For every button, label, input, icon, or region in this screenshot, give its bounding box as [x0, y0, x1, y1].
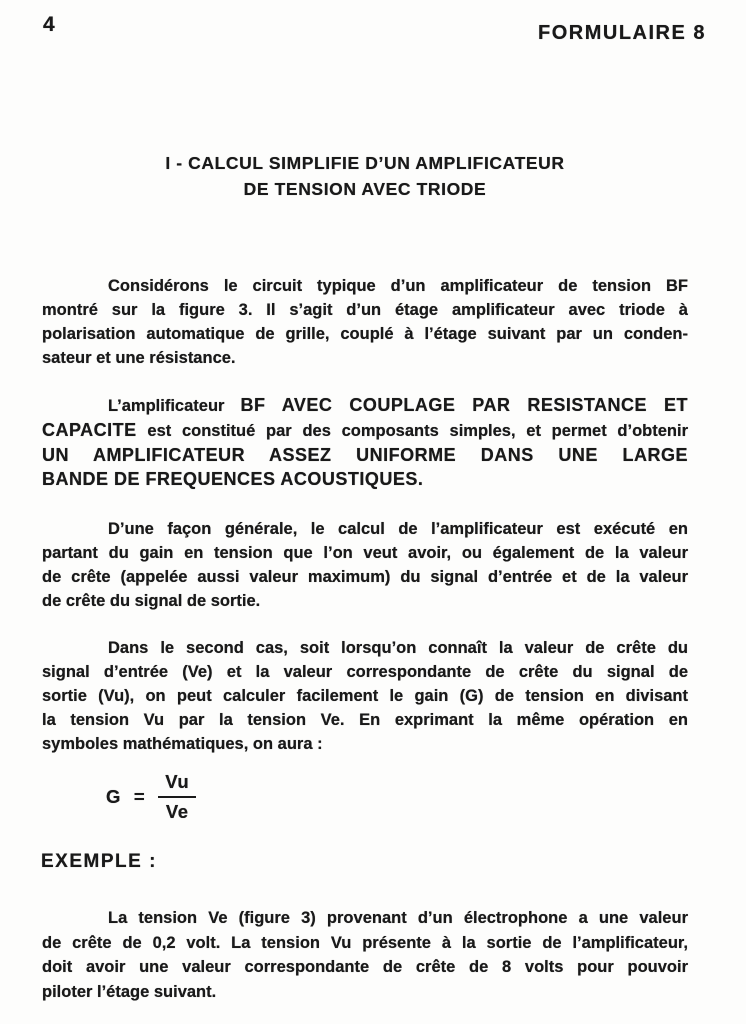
text-line: Dans le second cas, soit lorsqu’on connaît la valeur de crête du: [108, 639, 688, 657]
header-title: FORMULAIRE 8: [538, 22, 706, 44]
section-title: [42, 150, 688, 202]
text-segment: L’amplificateur: [108, 397, 241, 415]
fraction: [158, 771, 196, 823]
text-line: Considérons le circuit typique d’un amplificateur de tension BF: [108, 277, 688, 295]
text-line: de crête de 0,2 volt. La tension Vu présente à la sortie de l’amplificateur,: [42, 933, 688, 952]
paragraph-exemple: [42, 906, 688, 1004]
text-line: sateur et une résistance.: [42, 349, 236, 367]
text-line-emphasis: BANDE DE FREQUENCES ACOUSTIQUES.: [42, 469, 424, 489]
text-line: [42, 393, 688, 418]
text-line: sortie (Vu), on peut calculer facilement le gain (G) de tension en divisant: [42, 687, 688, 705]
text-line: piloter l’étage suivant.: [42, 982, 217, 1001]
text-line: montré sur la figure 3. Il s’agit d’un étage amplificateur avec triode à: [42, 301, 688, 319]
text-line: signal d’entrée (Ve) et la valeur correspondante de crête du signal de: [42, 663, 688, 681]
text-line: [42, 418, 688, 443]
text-line: la tension Vu par la tension Ve. En exprimant la même opération en: [42, 711, 688, 729]
example-label: EXEMPLE :: [41, 851, 157, 872]
text-segment-emphasis: BF AVEC COUPLAGE PAR RESISTANCE ET: [240, 395, 688, 415]
text-line-emphasis: UN AMPLIFICATEUR ASSEZ UNIFORME DANS UNE LARGE: [42, 445, 688, 465]
fraction-denominator: Ve: [165, 801, 189, 822]
formula-lhs: G: [106, 786, 121, 807]
text-line: de crête (appelée aussi valeur maximum) du signal d’entrée et de la valeur: [42, 568, 688, 586]
fraction-numerator: Vu: [158, 771, 196, 798]
paragraph-facon-generale: [42, 517, 688, 613]
text-segment: est constitué par des composants simples, et permet d’obtenir: [136, 422, 688, 440]
paragraph-couplage: [42, 393, 688, 491]
section-title-line1: I - CALCUL SIMPLIFIE D’UN AMPLIFICATEUR: [165, 153, 565, 173]
text-line: doit avoir une valeur correspondante de crête de 8 volts pour pouvoir: [42, 958, 688, 976]
paragraph-intro: [42, 274, 688, 370]
text-line: partant du gain en tension que l’on veut avoir, ou également de la valeur: [42, 544, 688, 562]
text-line: La tension Ve (figure 3) provenant d’un électrophone a une valeur: [108, 909, 688, 927]
text-segment-emphasis: CAPACITE: [42, 420, 137, 440]
section-title-line2: DE TENSION AVEC TRIODE: [243, 179, 487, 199]
text-line: symboles mathématiques, on aura :: [42, 735, 323, 753]
equals-sign: =: [133, 786, 146, 807]
text-line: de crête du signal de sortie.: [42, 592, 261, 610]
text-line: polarisation automatique de grille, couplé à l’étage suivant par un conden-: [42, 325, 688, 343]
gain-formula: [106, 771, 196, 823]
text-line: D’une façon générale, le calcul de l’amplificateur est exécuté en: [108, 520, 688, 538]
paragraph-second-cas: [42, 636, 688, 756]
page-number: 4: [43, 13, 55, 36]
